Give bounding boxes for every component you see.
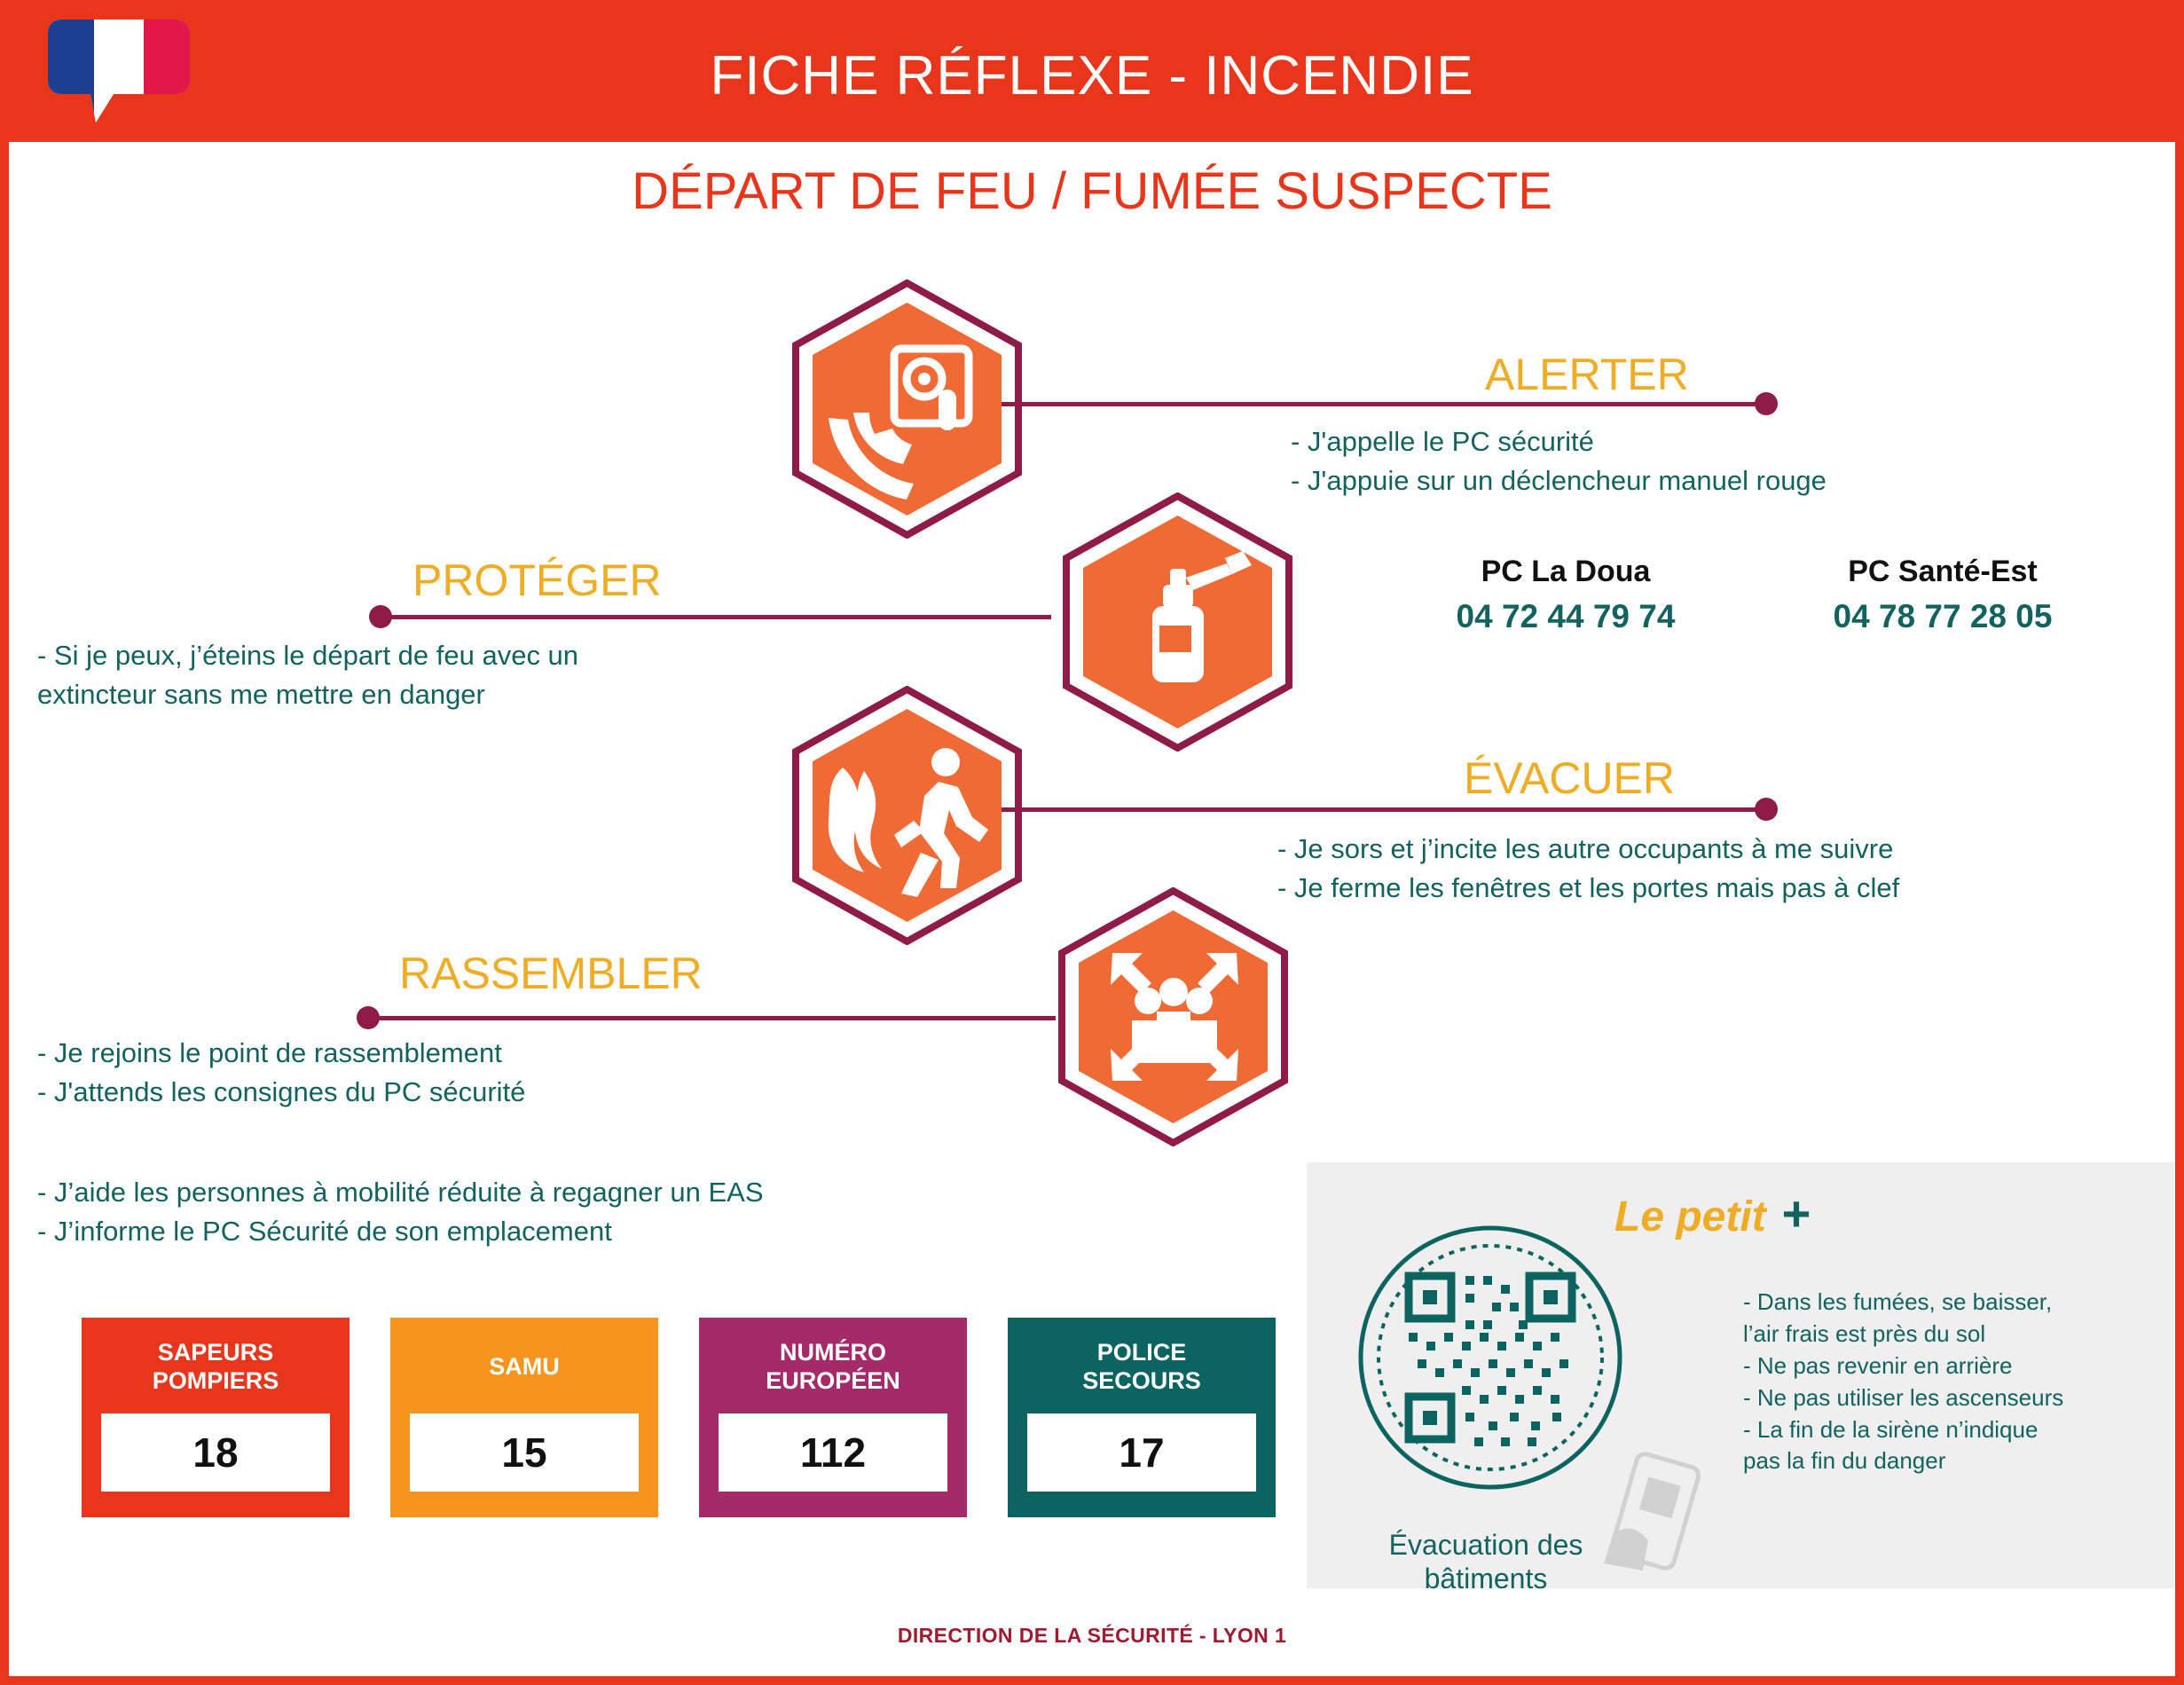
emergency-samu (390, 1318, 658, 1517)
step-title-proteger: PROTÉGER (412, 555, 662, 605)
step-title-evacuer: ÉVACUER (1464, 753, 1676, 803)
emergency-number: 15 (410, 1413, 639, 1492)
connector-dot-alerter (1755, 392, 1778, 415)
connector-evacuer (976, 807, 1774, 812)
step-line: extincteur sans me mettre en danger (37, 679, 485, 711)
step-line: - Je sors et j’incite les autre occupants à me suivre (1277, 833, 1894, 864)
pc-contact-number: 04 78 77 28 05 (1833, 598, 2053, 634)
qr-caption-line1: Évacuation des (1388, 1529, 1583, 1561)
petit-plus-label: Le petit (1614, 1193, 1766, 1240)
hex-evacuer (790, 686, 1025, 945)
connector-alerter (976, 402, 1774, 406)
step-line: - Je rejoins le point de rassemblement (37, 1037, 502, 1068)
france-flag-speech-bubble-icon (44, 16, 191, 127)
pc-contact-sante-est (1770, 555, 2116, 635)
plus-icon: + (1781, 1185, 1811, 1241)
step-lines-evacuer (1277, 830, 1899, 908)
pmr-note: - J’aide les personnes à mobilité réduite à regagner un EAS (37, 1177, 764, 1208)
tip-line: - Dans les fumées, se baisser, (1743, 1288, 2053, 1315)
emergency-label-line1: POLICE (1096, 1339, 1187, 1366)
step-line: - J'appelle le PC sécurité (1291, 426, 1594, 457)
page-header (9, 9, 2175, 142)
petit-plus-title (1614, 1185, 1811, 1242)
qr-caption (1339, 1528, 1632, 1596)
connector-proteger (377, 615, 1051, 619)
tip-line: l’air frais est près du sol (1743, 1319, 1986, 1347)
step-line: - Si je peux, j’éteins le départ de feu avec un (37, 640, 579, 671)
emergency-police-secours (1008, 1318, 1276, 1517)
hex-rassembler (1056, 887, 1291, 1146)
tip-line: - La fin de la sirène n’indique (1743, 1415, 2039, 1443)
step-lines-rassembler (37, 1034, 525, 1112)
emergency-numero-europeen (699, 1318, 967, 1517)
step-line: - J'attends les consignes du PC sécurité (37, 1076, 526, 1108)
tip-line: - Ne pas utiliser les ascenseurs (1743, 1383, 2064, 1411)
pc-contact-la-doua (1410, 555, 1721, 635)
emergency-number: 18 (101, 1413, 330, 1492)
step-line: - Je ferme les fenêtres et les portes mais pas à clef (1277, 872, 1900, 904)
emergency-label (708, 1330, 958, 1405)
pmr-notes (37, 1173, 764, 1251)
hex-alerter (790, 280, 1025, 539)
pc-contact-number: 04 72 44 79 74 (1456, 598, 1676, 634)
emergency-label (399, 1330, 649, 1405)
step-title-alerter: ALERTER (1485, 350, 1689, 399)
step-title-rassembler: RASSEMBLER (399, 949, 703, 998)
qr-caption-line2: bâtiments (1424, 1563, 1548, 1595)
connector-dot-evacuer (1755, 798, 1778, 821)
emergency-label-line2: SECOURS (1082, 1367, 1201, 1394)
petit-plus-tips (1743, 1287, 2160, 1477)
step-lines-proteger (37, 636, 578, 714)
emergency-label-line2: POMPIERS (152, 1367, 279, 1394)
main-title: DÉPART DE FEU / FUMÉE SUSPECTE (632, 162, 1552, 220)
emergency-label-line1: NUMÉRO (779, 1339, 886, 1366)
qr-code-icon[interactable] (1357, 1224, 1623, 1491)
pmr-note: - J’informe le PC Sécurité de son emplacement (37, 1216, 612, 1248)
emergency-label (1017, 1330, 1267, 1405)
tip-line: pas la fin du danger (1743, 1447, 1946, 1475)
pc-contact-name: PC La Doua (1481, 555, 1651, 588)
emergency-number: 112 (719, 1413, 947, 1492)
emergency-label-line1: SAMU (489, 1353, 560, 1381)
emergency-label-line1: SAPEURS (157, 1339, 274, 1366)
hex-proteger (1060, 492, 1295, 752)
tip-line: - Ne pas revenir en arrière (1743, 1351, 2013, 1379)
emergency-label-line2: EUROPÉEN (766, 1367, 900, 1394)
step-lines-alerter (1291, 422, 1827, 500)
connector-rassembler (364, 1016, 1056, 1020)
emergency-label (90, 1330, 341, 1405)
connector-dot-proteger (369, 605, 392, 628)
emergency-number: 17 (1027, 1413, 1256, 1492)
pc-contact-name: PC Santé-Est (1848, 555, 2038, 588)
footer-text: DIRECTION DE LA SÉCURITÉ - LYON 1 (897, 1624, 1287, 1647)
emergency-sapeurs-pompiers (82, 1318, 350, 1517)
phone-scan-icon (1597, 1446, 1730, 1579)
step-line: - J'appuie sur un déclencheur manuel rouge (1291, 465, 1827, 497)
page-title: FICHE RÉFLEXE - INCENDIE (710, 44, 1474, 106)
connector-dot-rassembler (357, 1006, 380, 1029)
